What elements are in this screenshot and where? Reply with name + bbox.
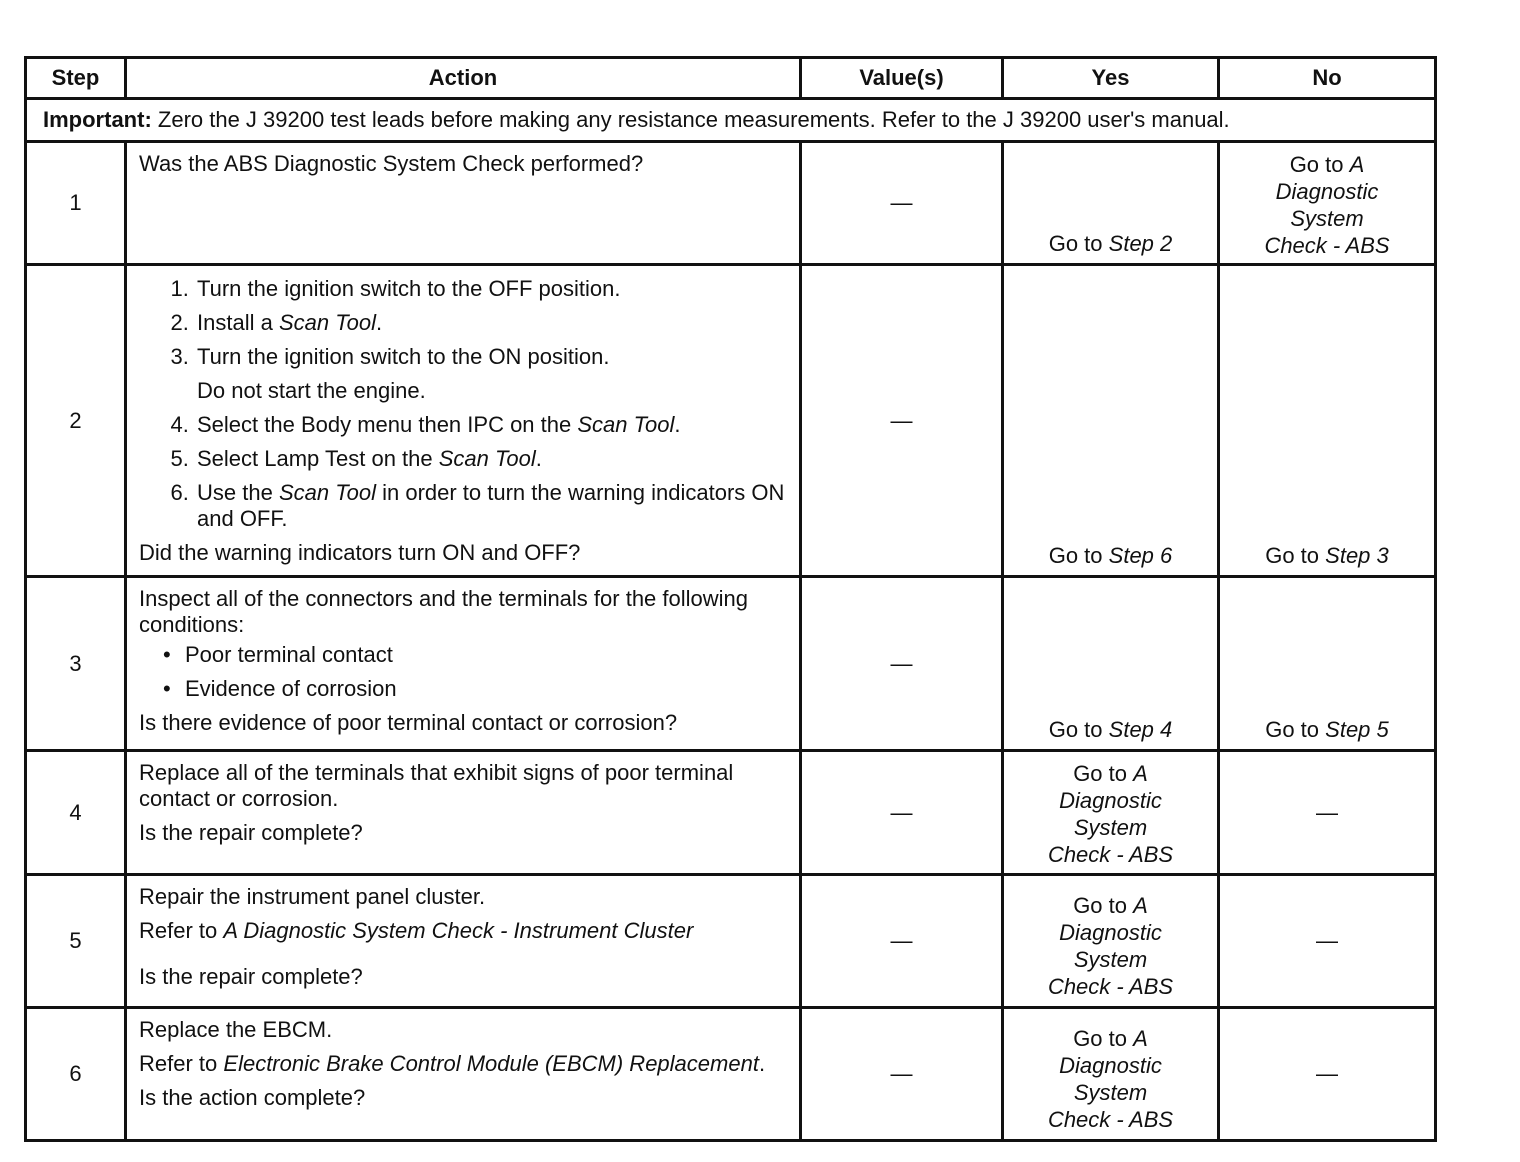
no-cell: [1219, 577, 1436, 751]
no-cell: [1219, 265, 1436, 577]
list-item: [195, 446, 789, 472]
yes-target: Check - ABS: [1047, 974, 1174, 999]
important-text: Zero the J 39200 test leads before making any resistance measurements. Refer to the J 39200 user's manual.: [157, 107, 1230, 132]
important-row: [26, 99, 1436, 142]
action-question: Is the repair complete?: [139, 964, 363, 989]
action-cell: [126, 142, 801, 265]
reference-end: .: [758, 1051, 766, 1076]
important-note: [26, 99, 1436, 142]
header-row: [26, 58, 1436, 99]
step-number: 2: [26, 265, 126, 577]
tool-name: Scan Tool: [577, 412, 675, 437]
value-dash: —: [890, 799, 913, 825]
yes-cell: [1003, 1008, 1219, 1141]
no-dash: —: [1316, 928, 1338, 953]
yes-cell: [1003, 577, 1219, 751]
value-dash: —: [890, 1061, 913, 1086]
step-number: 3: [26, 577, 126, 751]
list-item: • Poor terminal contact: [185, 642, 789, 668]
value-cell: [801, 875, 1003, 1008]
header-no: No: [1219, 58, 1436, 99]
no-cell: [1219, 751, 1436, 875]
goto-label: Go to: [1073, 1026, 1127, 1051]
no-target: Step 3: [1325, 543, 1389, 568]
list-item: [195, 412, 789, 438]
list-item-text: in order to turn the warning indicators ON and OFF.: [197, 480, 785, 531]
list-item-text: Turn the ignition switch to the ON position.: [197, 344, 610, 369]
goto-label: Go to: [1073, 761, 1127, 786]
list-item-text: Install a: [197, 310, 279, 335]
yes-target: A: [1133, 761, 1148, 786]
header-yes: Yes: [1003, 58, 1219, 99]
tool-name: Scan Tool: [278, 310, 376, 335]
goto-label: Go to: [1048, 231, 1103, 256]
step-number: 6: [26, 1008, 126, 1141]
yes-target: Check - ABS: [1047, 1107, 1174, 1132]
value-dash: —: [890, 928, 913, 953]
value-cell: [801, 1008, 1003, 1141]
yes-target: Check - ABS: [1047, 842, 1174, 867]
no-cell: [1219, 875, 1436, 1008]
list-item: [195, 480, 789, 532]
header-step: Step: [26, 58, 126, 99]
action-cell: [126, 1008, 801, 1141]
value-cell: [801, 265, 1003, 577]
step-number: 5: [26, 875, 126, 1008]
tool-name: Scan Tool: [438, 446, 536, 471]
no-target: Step 5: [1325, 717, 1389, 742]
action-cell: [126, 751, 801, 875]
goto-label: Go to: [1048, 717, 1103, 742]
list-item-text: Turn the ignition switch to the OFF position.: [197, 276, 621, 301]
action-cell: [126, 875, 801, 1008]
step-number: 1: [26, 142, 126, 265]
yes-target: System: [1073, 947, 1148, 972]
list-item: [195, 276, 789, 302]
table-row: [26, 577, 1436, 751]
reference-target: Electronic Brake Control Module (EBCM) Replacement: [223, 1051, 759, 1076]
no-target: Check - ABS: [1264, 233, 1390, 258]
yes-target: A: [1133, 893, 1148, 918]
value-dash: —: [890, 650, 913, 676]
no-dash: —: [1316, 1061, 1338, 1086]
no-target: A: [1349, 152, 1365, 177]
list-item-text: Use the: [197, 480, 279, 505]
diagnostic-table: [24, 56, 1437, 1142]
action-intro: Inspect all of the connectors and the terminals for the following conditions:: [139, 586, 749, 637]
goto-label: Go to: [1073, 893, 1127, 918]
yes-cell: [1003, 875, 1219, 1008]
no-cell: [1219, 142, 1436, 265]
goto-label: Go to: [1265, 543, 1320, 568]
list-item: • Evidence of corrosion: [185, 676, 789, 702]
list-item-text: .: [375, 310, 383, 335]
action-question: Was the ABS Diagnostic System Check performed?: [139, 151, 644, 176]
yes-target: Step 2: [1108, 231, 1173, 256]
header-values: Value(s): [801, 58, 1003, 99]
action-question: Is there evidence of poor terminal contact or corrosion?: [139, 710, 678, 735]
important-label: Important:: [43, 107, 152, 132]
action-text: Replace the EBCM.: [139, 1017, 333, 1042]
goto-label: Go to: [1289, 152, 1344, 177]
table-row: [26, 875, 1436, 1008]
value-cell: [801, 577, 1003, 751]
action-text: Replace all of the terminals that exhibit signs of poor terminal contact or corrosion.: [139, 760, 734, 811]
no-dash: —: [1316, 799, 1338, 825]
yes-target: Step 4: [1108, 717, 1173, 742]
action-text: Repair the instrument panel cluster.: [139, 884, 486, 909]
action-question: Is the repair complete?: [139, 820, 363, 845]
yes-target: Diagnostic: [1059, 788, 1162, 813]
yes-target: Diagnostic: [1059, 1053, 1162, 1078]
yes-target: System: [1073, 1080, 1148, 1105]
goto-label: Go to: [1265, 717, 1320, 742]
refer-label: Refer to: [139, 1051, 218, 1076]
action-steps-list: [139, 276, 789, 532]
yes-target: A: [1133, 1026, 1148, 1051]
action-cell: [126, 577, 801, 751]
yes-cell: [1003, 265, 1219, 577]
list-item: [195, 310, 789, 336]
list-item: [195, 344, 789, 404]
value-cell: [801, 142, 1003, 265]
list-item-text: Select Lamp Test on the: [197, 446, 439, 471]
action-cell: [126, 265, 801, 577]
yes-target: System: [1073, 815, 1148, 840]
no-target: System: [1290, 206, 1364, 231]
action-question: Did the warning indicators turn ON and OFF?: [139, 540, 581, 565]
conditions-list: [139, 642, 789, 702]
list-item-text: .: [535, 446, 542, 471]
yes-cell: [1003, 751, 1219, 875]
table-row: [26, 1008, 1436, 1141]
list-item-subtext: Do not start the engine.: [197, 378, 426, 403]
refer-label: Refer to: [139, 918, 218, 943]
yes-target: Diagnostic: [1059, 920, 1162, 945]
yes-target: Step 6: [1108, 543, 1173, 568]
action-reference: [139, 918, 789, 944]
yes-cell: [1003, 142, 1219, 265]
action-reference: [139, 1051, 789, 1077]
header-action: Action: [126, 58, 801, 99]
table-row: [26, 751, 1436, 875]
list-item-text: Select the Body menu then IPC on the: [197, 412, 578, 437]
tool-name: Scan Tool: [278, 480, 376, 505]
no-cell: [1219, 1008, 1436, 1141]
value-dash: —: [890, 190, 913, 215]
value-cell: [801, 751, 1003, 875]
no-target: Diagnostic: [1275, 179, 1379, 204]
table-row: [26, 265, 1436, 577]
value-dash: —: [890, 407, 913, 433]
step-number: 4: [26, 751, 126, 875]
list-item-text: .: [674, 412, 681, 437]
reference-target: A Diagnostic System Check - Instrument Cluster: [223, 918, 694, 943]
goto-label: Go to: [1048, 543, 1103, 568]
action-question: Is the action complete?: [139, 1085, 366, 1110]
table-row: [26, 142, 1436, 265]
